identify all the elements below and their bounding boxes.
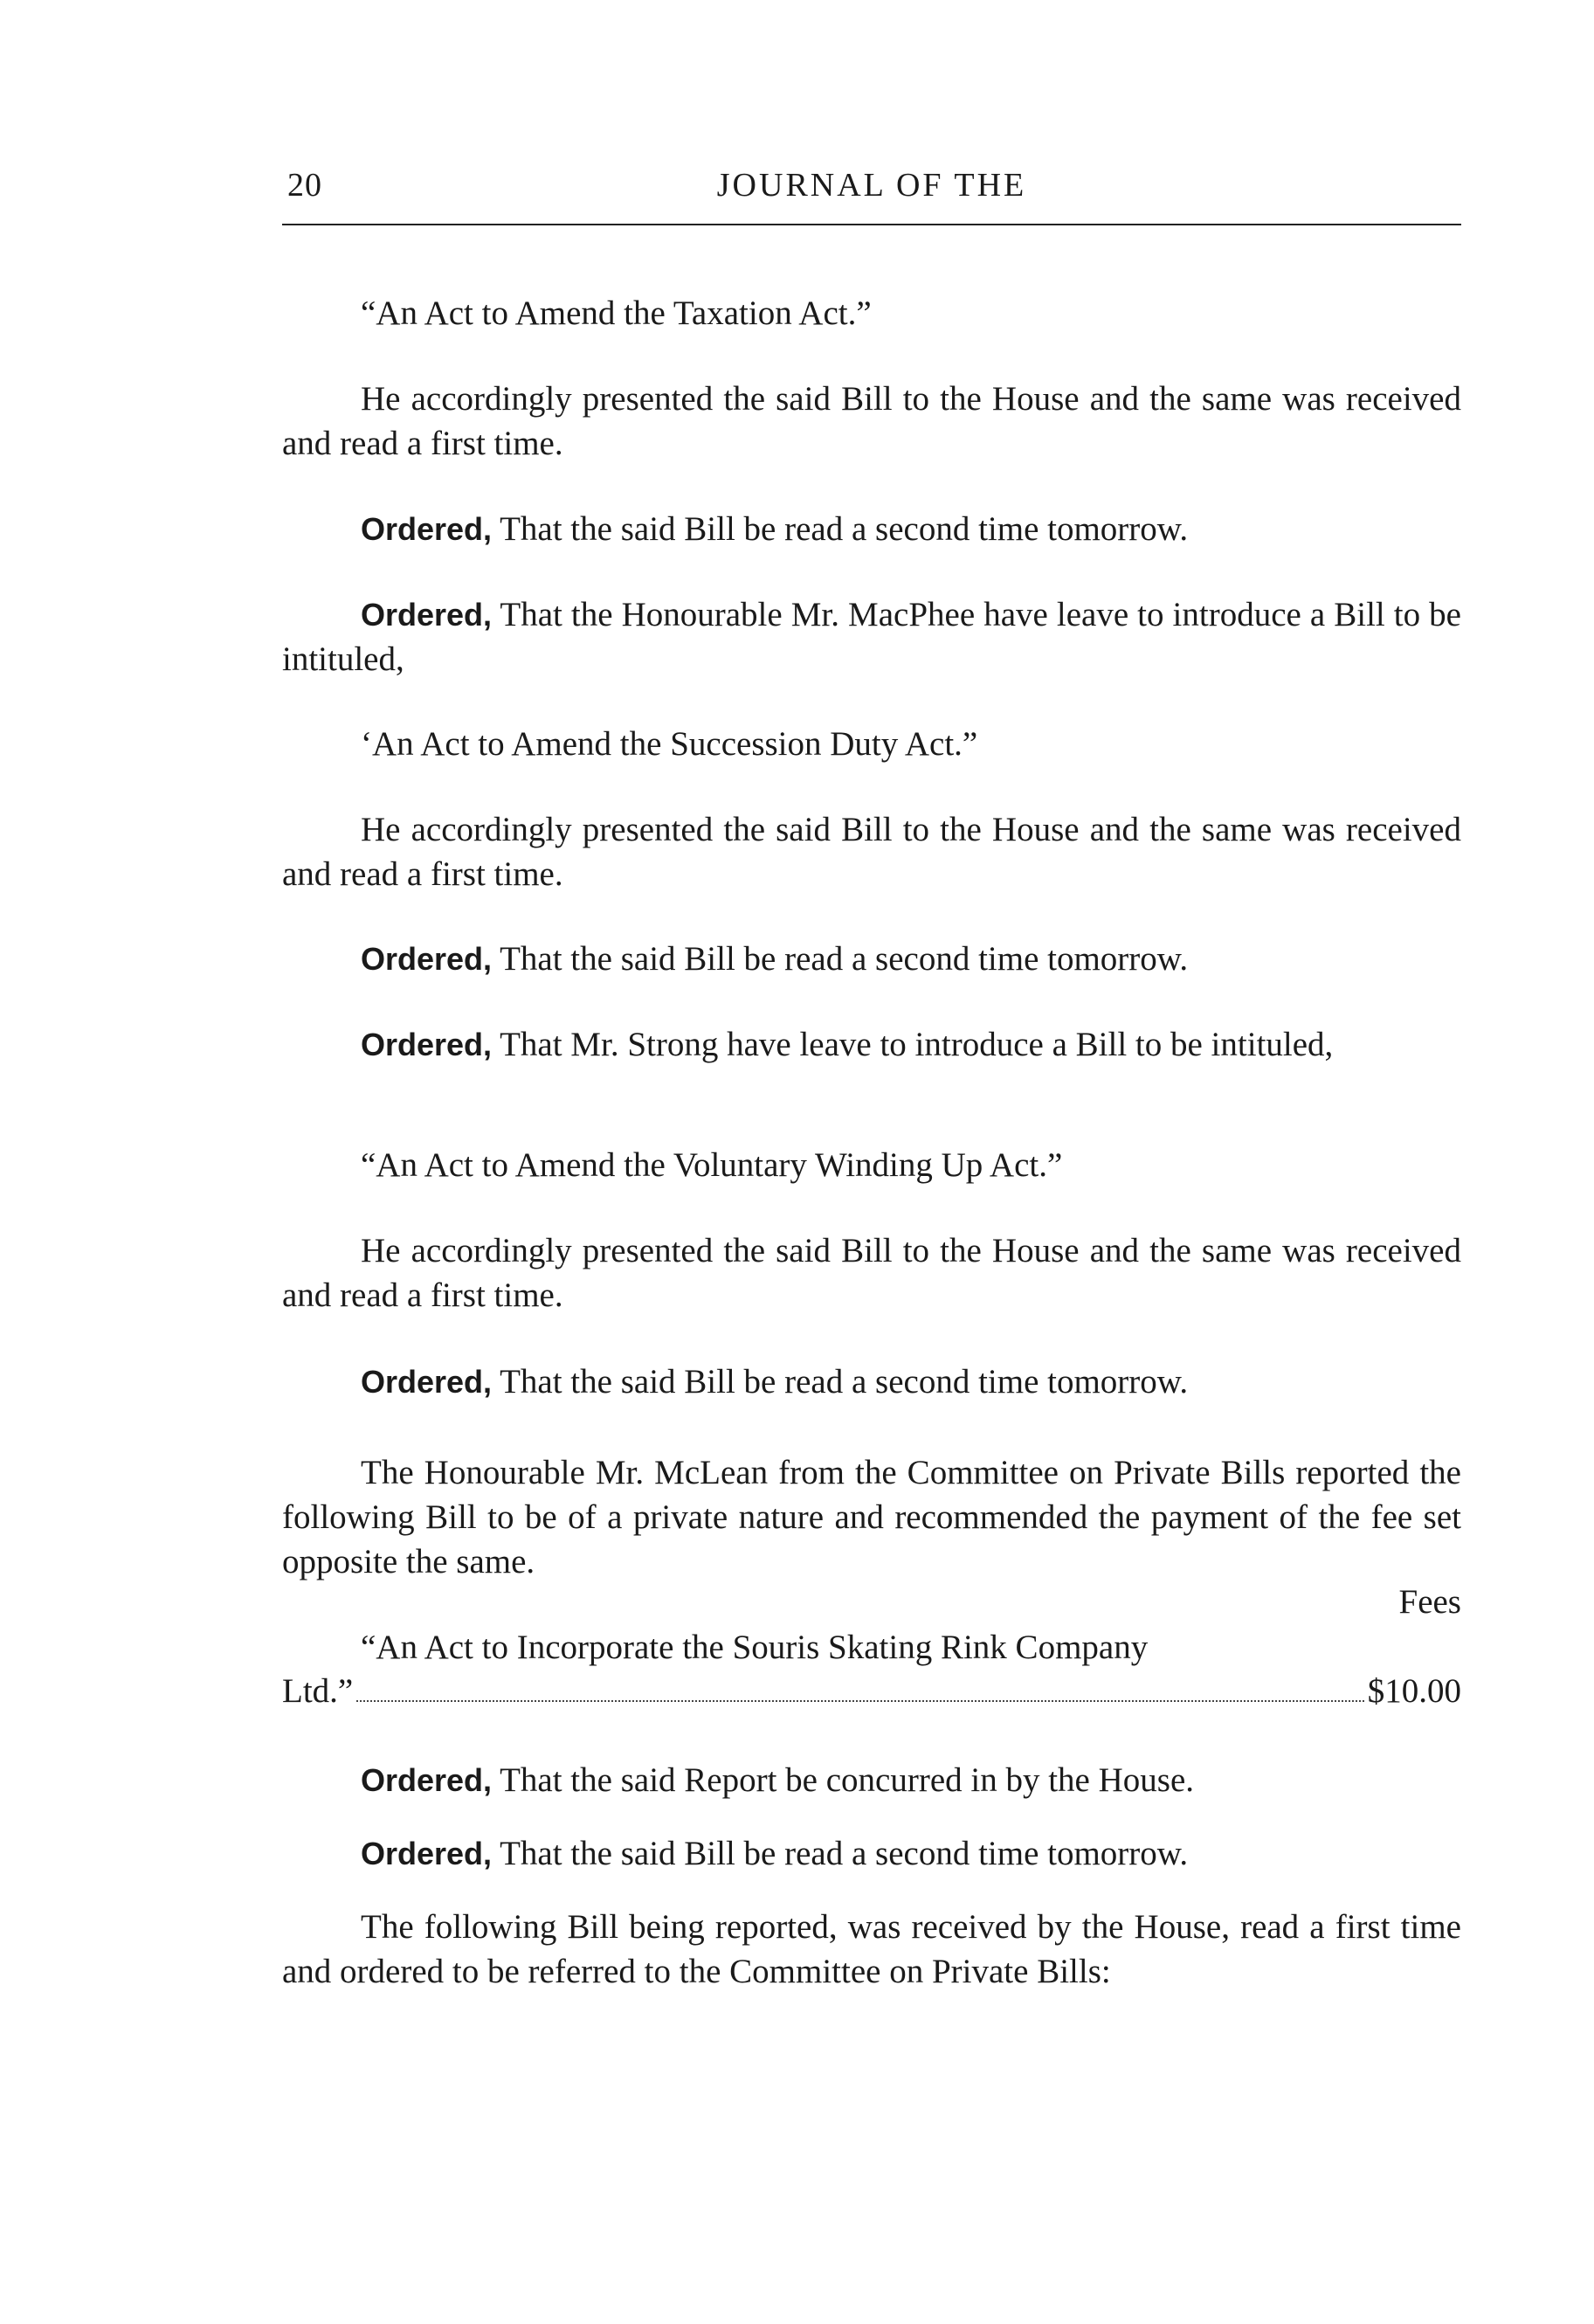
fee-bill-suffix: Ltd.” xyxy=(282,1672,354,1710)
order-leave-macphee xyxy=(282,592,1461,681)
paragraph-text: “An Act to Amend the Voluntary Winding Up Act.” xyxy=(361,1146,1063,1184)
paragraph-text: That the said Report be concurred in by the House. xyxy=(492,1761,1195,1799)
paragraph-text: The Honourable Mr. McLean from the Committee on Private Bills reported the following Bill to be of a private nature and recommended the payment of the fee set opposite the same. xyxy=(282,1454,1461,1580)
paragraph-text: That Mr. Strong have leave to introduce a Bill to be intituled, xyxy=(492,1026,1334,1063)
paragraph-text: He accordingly presented the said Bill to the House and the same was received and read a first time. xyxy=(282,1232,1461,1314)
order-report-concurred xyxy=(282,1758,1461,1802)
order-second-reading-1 xyxy=(282,507,1461,551)
running-head: JOURNAL OF THE xyxy=(716,167,1027,204)
fee-amount: $10.00 xyxy=(1367,1672,1461,1710)
paragraph-text: That the said Bill be read a second time tomorrow. xyxy=(492,1835,1189,1872)
paragraph-text: He accordingly presented the said Bill to the House and the same was received and read a first time. xyxy=(282,380,1461,462)
paragraph-text: That the said Bill be read a second time tomorrow. xyxy=(492,510,1189,548)
ordered-label: Ordered, xyxy=(361,1364,493,1400)
order-second-reading-3 xyxy=(282,1359,1461,1404)
order-second-reading-2 xyxy=(282,937,1461,981)
header-rule xyxy=(282,224,1461,225)
ordered-label: Ordered, xyxy=(361,941,493,977)
order-leave-strong xyxy=(282,1022,1461,1067)
paragraph-presented-1 xyxy=(282,377,1461,466)
committee-report-mclean xyxy=(282,1450,1461,1584)
fees-heading: Fees xyxy=(1398,1583,1461,1621)
paragraph-text: ‘An Act to Amend the Succession Duty Act.” xyxy=(361,725,978,763)
paragraph-presented-2 xyxy=(282,807,1461,896)
ordered-label: Ordered, xyxy=(361,1762,493,1798)
bill-title-winding-up xyxy=(282,1143,1461,1187)
paragraph-text: That the Honourable Mr. MacPhee have leave to introduce a Bill to be intituled, xyxy=(282,596,1461,678)
paragraph-text: That the said Bill be read a second time tomorrow. xyxy=(492,1363,1189,1401)
fee-bill-title-text: “An Act to Incorporate the Souris Skating Rink Company xyxy=(361,1629,1149,1666)
ordered-label: Ordered, xyxy=(361,597,493,633)
bill-title-succession xyxy=(282,722,1461,766)
private-bill-referral xyxy=(282,1905,1461,1994)
page-number: 20 xyxy=(287,167,322,204)
paragraph-text: He accordingly presented the said Bill to the House and the same was received and read a first time. xyxy=(282,811,1461,893)
bill-title-taxation xyxy=(282,291,1461,335)
fee-bill-title xyxy=(282,1625,1461,1670)
paragraph-text: “An Act to Amend the Taxation Act.” xyxy=(361,294,872,332)
paragraph-text: The following Bill being reported, was received by the House, read a first time and ordered to be referred to the Committee on Private Bills: xyxy=(282,1908,1461,1990)
ordered-label: Ordered, xyxy=(361,1836,493,1871)
dot-leader xyxy=(356,1699,1364,1702)
ordered-label: Ordered, xyxy=(361,1027,493,1062)
paragraph-text: That the said Bill be read a second time tomorrow. xyxy=(492,940,1189,978)
order-second-reading-4 xyxy=(282,1831,1461,1876)
fee-row xyxy=(282,1669,1461,1713)
paragraph-presented-3 xyxy=(282,1228,1461,1318)
page-header xyxy=(282,166,1461,218)
ordered-label: Ordered, xyxy=(361,511,493,547)
